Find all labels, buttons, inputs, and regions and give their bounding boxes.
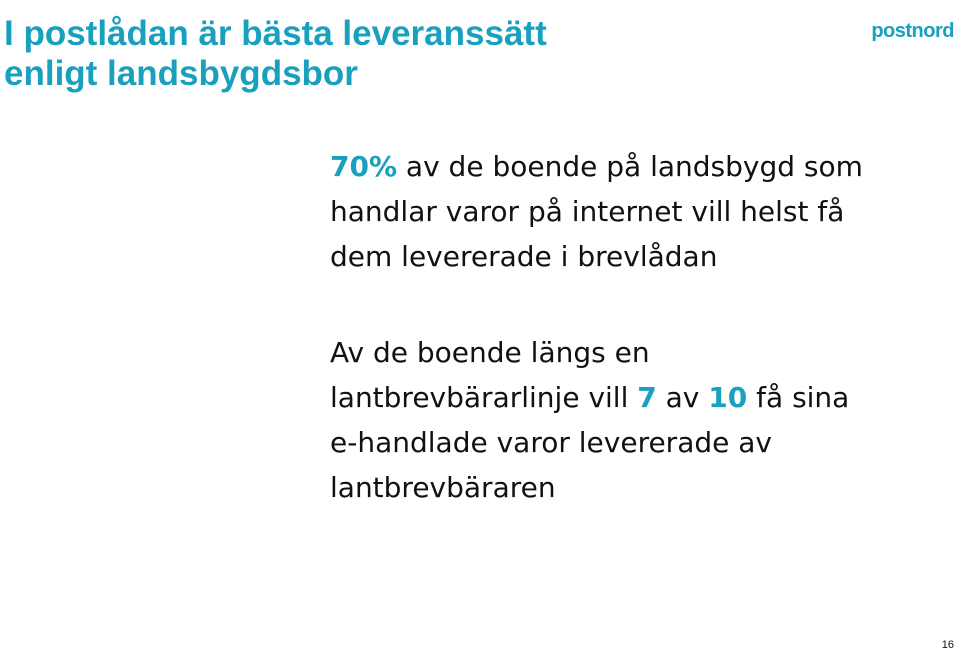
paragraph-1-line-2: handlar varor på internet vill helst få xyxy=(330,195,845,228)
page-title-line-2: enligt landsbygdsbor xyxy=(4,54,358,93)
highlight-percentage: 70% xyxy=(330,150,398,183)
highlight-value-7: 7 xyxy=(637,381,657,414)
page-title-line-1: I postlådan är bästa leveranssätt xyxy=(4,14,547,53)
paragraph-2-line-2-after: få sina xyxy=(747,381,850,414)
paragraph-2-line-2-before: lantbrevbärarlinje vill xyxy=(330,381,638,414)
paragraph-1-line-3: dem levererade i brevlådan xyxy=(330,240,718,273)
page-title xyxy=(4,14,547,94)
highlight-value-10: 10 xyxy=(708,381,748,414)
paragraph-2-line-1: Av de boende längs en xyxy=(330,336,650,369)
paragraph-2-line-3: e-handlade varor levererade av xyxy=(330,426,772,459)
paragraph-2-line-2-middle: av xyxy=(656,381,709,414)
statistic-paragraph-2 xyxy=(330,330,849,510)
postnord-logo: postnord xyxy=(871,20,954,42)
paragraph-2-line-4: lantbrevbäraren xyxy=(330,471,556,504)
statistic-paragraph-1 xyxy=(330,144,863,279)
page-number: 16 xyxy=(941,639,954,651)
paragraph-1-line-1-text: av de boende på landsbygd som xyxy=(397,150,863,183)
